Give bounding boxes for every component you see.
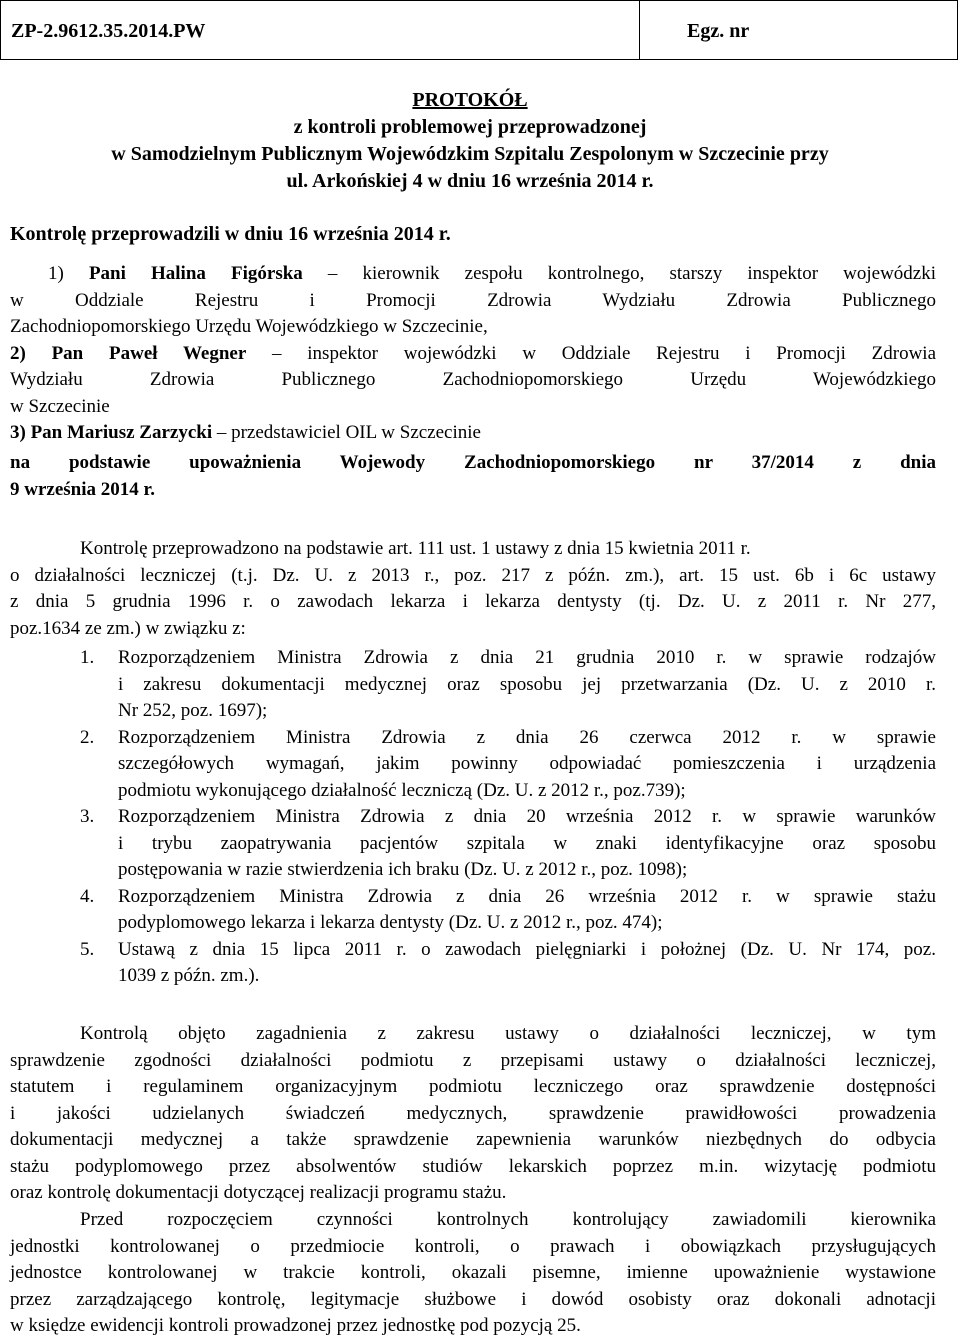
- list-item: [10, 937, 936, 990]
- list-item: [10, 645, 936, 725]
- list-item: [10, 725, 936, 805]
- paragraph-line: statutem i regulaminem organizacyjnym podmiotu leczniczego oraz sprawdzenie dostępności: [10, 1076, 936, 1097]
- inspector-line: 1) Pani Halina Figórska – kierownik zespołu kontrolnego, starszy inspektor wojewódzki: [48, 263, 937, 284]
- inspector-number: 2): [10, 342, 26, 364]
- list-item-number: 3.: [80, 806, 95, 827]
- list-item: [10, 884, 936, 937]
- list-item-line: Rozporządzeniem Ministra Zdrowia z dnia 26 czerwca 2012 r. w sprawie: [118, 726, 936, 748]
- list-item-number: 1.: [80, 647, 95, 668]
- list-item-line: i trybu zaopatrywania pacjentów szpitala w znaki identyfikacyjne oraz sposobu: [118, 832, 936, 854]
- title-line: z kontroli problemowej przeprowadzonej: [293, 116, 647, 138]
- legal-basis: [10, 536, 936, 642]
- list-item-line: Nr 252, poz. 1697);: [118, 700, 268, 721]
- title-line: w Samodzielnym Publicznym Wojewódzkim Szpitalu Zespolonym w Szczecinie przy: [111, 143, 829, 165]
- legal-basis-line: poz.1634 ze zm.) w związku z:: [10, 617, 246, 639]
- inspector-role: kierownik zespołu kontrolnego, starszy inspektor wojewódzki: [362, 263, 937, 284]
- list-item-line: Rozporządzeniem Ministra Zdrowia z dnia 26 września 2012 r. w sprawie stażu: [118, 885, 936, 907]
- legal-basis-line: Kontrolę przeprowadzono na podstawie art. 111 ust. 1 ustawy z dnia 15 kwietnia 2011 r.: [80, 538, 751, 559]
- inspector-line: Wydziału Zdrowia Publicznego Zachodniopomorskiego Urzędu Wojewódzkiego: [10, 369, 936, 390]
- inspector-line: w Szczecinie: [10, 395, 110, 417]
- header-divider: [639, 1, 640, 59]
- inspector-line: 2) Pan Paweł Wegner – inspektor wojewódzki w Oddziale Rejestru i Promocji Zdrowia: [10, 342, 937, 364]
- page-title: PROTOKÓŁ: [412, 89, 528, 111]
- authorization-line: 9 września 2014 r.: [10, 478, 155, 500]
- authorization-line: na podstawie upoważnienia Wojewody Zachodniopomorskiego nr 37/2014 z dnia: [10, 452, 936, 473]
- authorization: [10, 450, 936, 503]
- inspector-name: Pan Mariusz Zarzycki: [30, 422, 213, 443]
- inspector-line: Zachodniopomorskiego Urzędu Wojewódzkiego w Szczecinie,: [10, 316, 488, 337]
- list-item-line: Rozporządzeniem Ministra Zdrowia z dnia 20 września 2012 r. w sprawie warunków: [118, 806, 936, 827]
- paragraph-line: i jakości udzielanych świadczeń medycznych, sprawdzenie prawidłowości prowadzenia: [10, 1102, 936, 1124]
- paragraph-line: stażu podyplomowego przez absolwentów studiów lekarskich poprzez m.in. wizytację podmiotu: [10, 1155, 936, 1177]
- paragraph-line: przez zarządzającego kontrolę, legitymacje służbowe i dowód osobisty oraz dokonali adnotacji: [10, 1288, 936, 1310]
- list-item-number: 4.: [80, 885, 95, 907]
- inspector-number: 1): [48, 263, 64, 284]
- list-item-line: Ustawą z dnia 15 lipca 2011 r. o zawodach pielęgniarki i położnej (Dz. U. Nr 174, poz.: [118, 938, 936, 960]
- legal-basis-line: o działalności leczniczej (t.j. Dz. U. z 2013 r., poz. 217 z późn. zm.), art. 15 ust. 6b i 6c ustawy: [10, 564, 936, 586]
- inspector-role: przedstawiciel OIL w Szczecinie: [231, 422, 481, 443]
- conducted-heading: Kontrolę przeprowadzili w dniu 16 września 2014 r.: [10, 223, 451, 245]
- paragraph-line: Przed rozpoczęciem czynności kontrolnych kontrolujący zawiadomili kierownika: [80, 1209, 936, 1230]
- scope-paragraph: [10, 1021, 936, 1207]
- list-item-line: podyplomowego lekarza i lekarza dentysty (Dz. U. z 2012 r., poz. 474);: [118, 912, 663, 933]
- list-item-line: i zakresu dokumentacji medycznej oraz sposobu jej przetwarzania (Dz. U. z 2010 r.: [118, 673, 936, 695]
- inspector-line: w Oddziale Rejestru i Promocji Zdrowia Wydziału Zdrowia Publicznego: [10, 289, 936, 311]
- regulations-list: [10, 645, 936, 990]
- paragraph-line: jednostki kontrolowanej o przedmiocie kontroli, o prawach i obowiązkach przysługujących: [10, 1235, 936, 1257]
- paragraph-line: dokumentacji medycznej a także sprawdzenie zapewnienia warunków niezbędnych do odbycia: [10, 1129, 936, 1150]
- inspector-number: 3): [10, 422, 26, 443]
- list-item-line: szczegółowych wymagań, jakim powinny odpowiadać pomieszczenia i urządzenia: [118, 753, 936, 774]
- title-line: ul. Arkońskiej 4 w dniu 16 września 2014 r.: [286, 170, 654, 192]
- list-item-line: 1039 z późn. zm.).: [118, 965, 260, 986]
- copy-number-label: Egz. nr: [687, 20, 750, 42]
- document-number: ZP-2.9612.35.2014.PW: [11, 20, 206, 42]
- paragraph-line: Kontrolą objęto zagadnienia z zakresu ustawy o działalności leczniczej, w tym: [80, 1023, 936, 1044]
- header-table: [0, 0, 958, 60]
- paragraph-line: jednostce kontrolowanej w trakcie kontroli, okazali pisemne, imienne upoważnienie wystawione: [10, 1262, 936, 1283]
- list-item-line: podmiotu wykonującego działalność leczniczą (Dz. U. z 2012 r., poz.739);: [118, 779, 686, 801]
- inspector-role: inspektor wojewódzki w Oddziale Rejestru i Promocji Zdrowia: [307, 342, 937, 364]
- list-item-number: 5.: [80, 938, 95, 960]
- inspector-name: Pan Paweł Wegner: [51, 342, 247, 364]
- list-item: [10, 804, 936, 884]
- inspectors-list: [10, 261, 936, 447]
- paragraph-line: sprawdzenie zgodności działalności podmiotu z przepisami ustawy o działalności leczniczej,: [10, 1049, 936, 1071]
- inspector-line: 3) Pan Mariusz Zarzycki – przedstawiciel OIL w Szczecinie: [10, 422, 481, 443]
- paragraph-line: oraz kontrolę dokumentacji dotyczącej realizacji programu stażu.: [10, 1182, 507, 1203]
- notice-paragraph: [10, 1207, 936, 1340]
- paragraph-line: w księdze ewidencji kontroli prowadzonej przez jednostkę pod pozycją 25.: [10, 1315, 581, 1336]
- list-item-number: 2.: [80, 726, 95, 748]
- legal-basis-line: z dnia 5 grudnia 1996 r. o zawodach lekarza i lekarza dentysty (tj. Dz. U. z 2011 r. Nr 277,: [10, 591, 936, 612]
- inspector-name: Pani Halina Figórska: [88, 263, 303, 284]
- list-item-line: postępowania w razie stwierdzenia ich braku (Dz. U. z 2012 r., poz. 1098);: [118, 859, 688, 880]
- list-item-line: Rozporządzeniem Ministra Zdrowia z dnia 21 grudnia 2010 r. w sprawie rodzajów: [118, 647, 936, 668]
- title-block: [0, 87, 940, 195]
